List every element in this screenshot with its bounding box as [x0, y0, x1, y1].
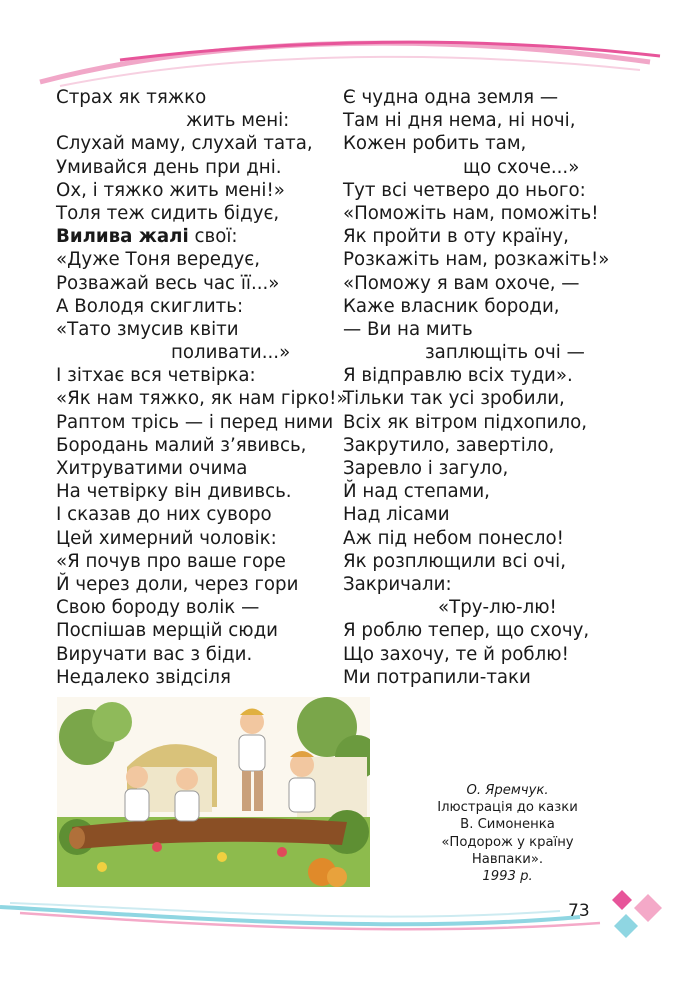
poem-line: Як пройти в оту країну,	[343, 226, 569, 248]
top-decorative-swoosh	[0, 30, 695, 90]
poem-line: Поспішав мерщій сюди	[56, 620, 278, 642]
poem-line: Я відправлю всіх туди».	[343, 365, 573, 387]
poem-line: Закрутило, завертіло,	[343, 434, 555, 456]
poem-line: Страх як тяжко	[56, 87, 207, 108]
diamond-decoration-icon	[604, 884, 664, 940]
bold-phrase: Вилива жалі	[56, 226, 189, 248]
poem-line: Й над степами,	[343, 481, 490, 503]
poem-line: Толя теж сидить бідує,	[56, 202, 280, 224]
poem-line: «Тато змусив квіти	[56, 318, 239, 340]
poem-line: Там ні дня нема, ні ночі,	[343, 110, 576, 132]
poem-line: Й через доли, через гори	[56, 573, 299, 595]
bottom-decorative-swoosh	[0, 895, 695, 940]
poem-line: Виручати вас з біди.	[56, 643, 253, 665]
poem-line: Я роблю тепер, що схочу,	[343, 620, 590, 642]
poem-line: що схоче...»	[463, 156, 580, 178]
poem-line: жить мені:	[186, 110, 290, 132]
poem-line: «Поможу я вам охоче, —	[343, 272, 580, 294]
poem-line: Свою бороду волік —	[56, 597, 260, 619]
poem-line: Умивайся день при дні.	[56, 156, 282, 178]
poem-line: «Дуже Тоня вередує,	[56, 249, 261, 271]
caption-line: Навпаки».	[471, 851, 544, 867]
poem-line: Розважай весь час її...»	[56, 272, 280, 294]
poem-line: Тут всі четверо до нього:	[343, 179, 586, 201]
poem-line: Ми потрапили-таки	[343, 666, 531, 688]
caption-line: В. Симоненка	[460, 817, 555, 833]
caption-year: 1993 р.	[482, 869, 533, 885]
poem-right-column	[343, 86, 633, 689]
poem-line: Тільки так усі зробили,	[343, 388, 565, 410]
children-illustration	[57, 697, 370, 887]
poem-line: Слухай маму, слухай тата,	[56, 133, 313, 155]
poem-line: Що захочу, те й роблю!	[343, 643, 569, 665]
poem-line: «Поможіть нам, поможіть!	[343, 202, 599, 224]
poem-line: Каже власник бороди,	[343, 295, 560, 317]
poem-line: Ох, і тяжко жить мені!»	[56, 179, 285, 201]
caption-line: «Подорож у країну	[441, 834, 574, 850]
poem-line: Хитруватими очима	[56, 458, 248, 479]
caption-line: Ілюстрація до казки	[437, 800, 578, 816]
poem-left-column	[56, 86, 348, 689]
poem-line: «Я почув про ваше горе	[56, 550, 286, 572]
poem-line-rest: свої:	[188, 226, 238, 248]
poem-line: Раптом трісь — і перед ними	[56, 411, 334, 433]
poem-line: Заревло і загуло,	[343, 458, 509, 479]
poem-line: — Ви на мить	[343, 318, 473, 340]
illustration-caption	[420, 782, 595, 885]
poem-line: заплющіть очі —	[425, 342, 585, 364]
poem-line: А Володя скиглить:	[56, 295, 244, 317]
poem-line: І зітхає вся четвірка:	[56, 365, 256, 387]
poem-line-with-bold	[56, 225, 331, 248]
poem-line: Як розплющили всі очі,	[343, 550, 567, 572]
poem-line: Над лісами	[343, 504, 450, 526]
poem-line: поливати...»	[171, 342, 291, 364]
poem-line: Розкажіть нам, розкажіть!»	[343, 249, 610, 271]
poem-line: І сказав до них суворо	[56, 504, 272, 526]
poem-line: «Як нам тяжко, як нам гірко!»	[56, 388, 348, 410]
poem-line: Є чудна одна земля —	[343, 87, 559, 108]
poem-line: Цей химерний чоловік:	[56, 527, 277, 549]
poem-line: На четвірку він дививсь.	[56, 481, 292, 503]
poem-line: Недалеко звідсіля	[56, 666, 231, 688]
poem-line: Аж під небом понесло!	[343, 527, 564, 549]
poem-line: Бородань малий з’явивсь,	[56, 434, 307, 456]
poem-line: «Тру-лю-лю!	[438, 597, 557, 619]
poem-line: Кожен робить там,	[343, 133, 527, 155]
poem-line: Закричали:	[343, 573, 452, 595]
poem-line: Всіх як вітром підхопило,	[343, 411, 587, 433]
caption-author: О. Яремчук.	[466, 783, 549, 798]
page-number: 73	[568, 901, 590, 921]
